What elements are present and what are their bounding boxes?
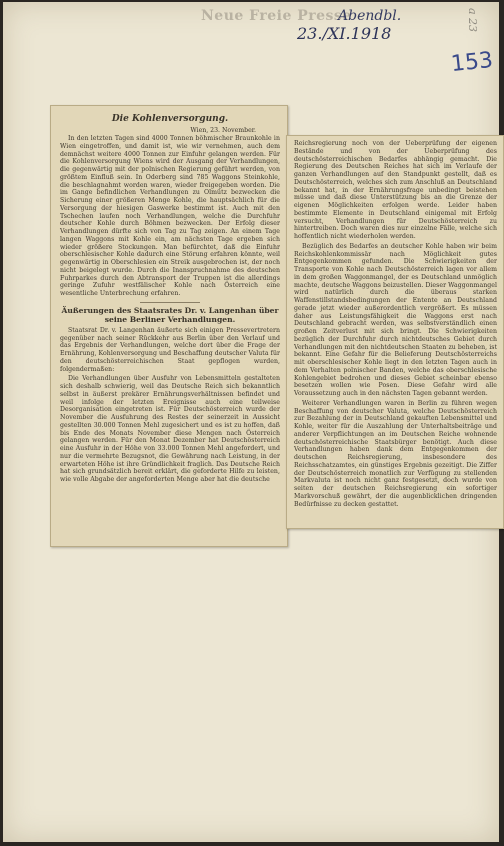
article-paragraph: Staatsrat Dr. v. Langenhan äußerte sich einigen Pressevertretern gegenüber nach seiner Rückkehr aus Berlin über den Verlauf und das Ergebnis der Verhandlungen, welche dort über die Frage der Ernährung, Kohlenversorgung und Beschaffung deutscher Valuta für den deutschösterreichischen Staat gepflogen wurden, folgendermaßen: xyxy=(60,326,280,373)
article-paragraph: Bezüglich des Bedarfes an deutscher Kohle haben wir beim Reichskohlenkommissär nach Möglichkeit gutes Entgegenkommen gefunden. Die Schwierigkeiten der Transporte von Kohle nach Deutschösterreich lagen vor allem in dem großen Waggonmangel, der es Deutschland unmöglich machte, deutsche Waggons beizustellen. Dieser Waggonmangel wird natürlich durch die überaus starken Waffenstillstandsbedingungen der Entente an Deutschland gerade jetzt wieder außerordentlich vergrößert. Es müssen daher aus Leistungsfähigkeit die Waggons erst nach Deutschland gebracht werden, was selbstverständlich einen großen Zeitverlust mit sich bringt. Die Schwierigkeiten bezüglich der Durchfuhr durch nichtdeutsches Gebiet durch Verhandlungen mit den nichtdeutschen Staaten zu beheben, ist bekannt. Eine Gefahr für die Belieferung Deutschösterreichs mit oberschlesischer Kohle liegt in den letzten Tagen auch in dem Verhalten polnischer Banden, welche das oberschlesische Kohlengebiet bedrohen und dieses Gebiet scheinbar ebenso besetzen wollen wie Posen. Diese Gefahr wird alle Voraussetzung auch in den nächsten Tagen gebannt werden. xyxy=(294,242,497,397)
article-paragraph: Die Verhandlungen über Ausfuhr von Lebensmitteln gestalteten sich deshalb schwierig, weil das Deutsche Reich sich bekanntlich selbst in äußerst prekärer Ernährungsverhältnissen befindet und weil infolge der letzten Ereignisse auch eine teilweise Desorganisation eingetreten ist. Für Deutschösterreich wurde der November die Ausfuhrung des Restes der seinerzeit in Aussicht gestellten 30.000 Tonnen Mehl zugesichert und es ist zu hoffen, daß bis Ende des Monats November diese Mengen nach Österreich gelangen werden. Für den Monat Dezember hat Deutschösterreich eine Ausfuhr in der Höhe von 33.000 Tonnen Mehl angefordert, und nur die vermehrte Bezugsnot, die Gewährung nach Leistung, in der erwarteten Höhe ist ihre Gründlichkeit fraglich. Das Deutsche Reich hat sich grundsätzlich bereit erklärt, die geforderte Hilfe zu leisten, wie volle Abgabe der angeforderten Menge aber hat die deutsche xyxy=(60,375,280,483)
article-paragraph: In den letzten Tagen sind 4000 Tonnen böhmischer Braunkohle in Wien eingetroffen, und damit ist, wie wir vernehmen, auch dem demnächst weitere 4000 Tonnen zur Einfuhr gelangen werden. Für die Kohlenversorgung Wiens wird der Ausgang der Verhandlungen, die gegenwärtig mit der polnischen Regierung geführt werden, von größtem Einfluß sein. In Oderberg sind 785 Waggons Steinkohle, die beschlagnahmt worden waren, wieder freigegeben worden. Die im Gange befindlichen Verhandlungen zu Olmütz bezwecken die Sicherung einer größeren Menge Kohle, die hauptsächlich für die Versorgung der hiesigen Gaswerke bestimmt ist. Auch mit den Tschechen laufen noch Verhandlungen, welche die Durchfuhr deutscher Kohle durch Böhmen bezwecken. Der Erfolg dieser Verhandlungen dürfte sich von Tag zu Tag zeigen. An einem Tage langen Waggons mit Kohle ein, am nächsten Tage ergeben sich wieder größere Stockungen. Man befürchtet, daß die Einfuhr oberschlesischer Kohle dadurch eine Störung erfahren könnte, weil gegenwärtig in Oberschlesien ein Streik ausgebrochen ist, der noch nicht beigelegt wurde. Durch die Inanspruchnahme des deutschen Fuhrparkes durch den Abtransport der Truppen ist die allerdings geringe Zufuhr westfälischer Kohle nach Österreich eine wesentliche Unterbrechung erfahren. xyxy=(60,135,280,297)
section-divider xyxy=(140,302,200,303)
newspaper-stamp: Neue Freie Presse xyxy=(201,8,352,24)
article-paragraph: Reichsregierung noch von der Ueberprüfung der eigenen Bestände und von der Ueberprüfung des deutschösterreichischen Bedarfes abhängig gemacht. Die Regierung des Deutschen Reiches hat sich im Verlaufe der ganzen Verhandlungen auf den Standpunkt gestellt, daß es Deutschösterreich, welches sich zum Anschluß an Deutschland bekannt hat, in der Ernährungsfrage unbedingt beistehen müsse und daß diese Unterstützung bis an die Grenze der eigenen Möglichkeiten erfolgen werde. Leider haben bestimmte Elemente in Deutschland einigemal mit Erfolg versucht, Verhandlungen für Deutschösterreich zu hintertreiben. Doch waren dies nur einzelne Fälle, welche sich hoffentlich nicht wiederholen werden. xyxy=(294,140,497,240)
handwritten-date: 23./XI.1918 xyxy=(297,24,392,43)
archive-page xyxy=(3,2,499,842)
clipping-right-column xyxy=(286,135,504,529)
article-title: Die Kohlenversorgung. xyxy=(111,114,229,124)
article-subheading: Äußerungen des Staatsrates Dr. v. Langenhan über seine Berliner Verhandlungen. xyxy=(61,305,279,324)
clipping-left-column xyxy=(50,105,288,547)
handwritten-note: Abendbl. xyxy=(338,8,402,24)
margin-note: a 23 xyxy=(466,8,479,33)
page-number: 153 xyxy=(449,47,495,78)
article-dateline: Wien, 23. November. xyxy=(190,127,256,134)
article-paragraph: Weiterer Verhandlungen waren in Berlin zu führen wegen Beschaffung von deutscher Valuta, welche Deutschösterreich zur Bezahlung der in Deutschland gekauften Lebensmittel und Kohle, weiter für die Auszahlung der Unterhaltsbeiträge und anderer Verpflichtungen an im Deutschen Reiche wohnende deutschösterreichische Staatsbürger benötigt. Auch diese Verhandlungen haben dank dem Entgegenkommen der deutschen Reichsregierung, insbesondere des Reichsschatzamtes, ein günstiges Ergebnis gezeitigt. Die Ziffer der Deutschösterreich monatlich zur Verfügung zu stellenden Markvaluta ist noch nicht ganz festgesetzt, doch wurde von seiten der deutschen Reichsregierung ein sofortiger Markvorschuß gewährt, der die augenblicklichen dringenden Bedürfnisse zu decken gestattet. xyxy=(294,399,497,508)
